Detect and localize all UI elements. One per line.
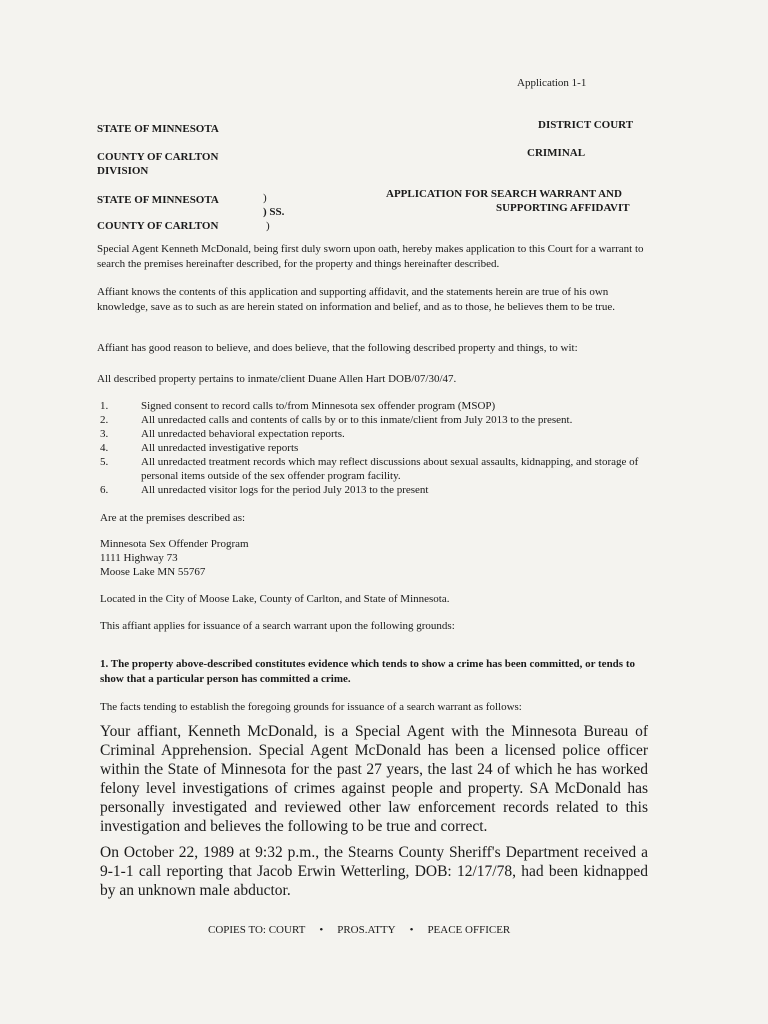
footer-pros-atty: PROS.ATTY xyxy=(337,924,396,936)
application-title-line2: SUPPORTING AFFIDAVIT xyxy=(496,202,630,214)
grounds-paragraph: This affiant applies for issuance of a search warrant upon the following grounds: xyxy=(100,620,455,632)
caption-state: STATE OF MINNESOTA xyxy=(97,194,219,206)
ground-one-paragraph: 1. The property above-described constitutes evidence which tends to show a crime has been committed, or tends to show that a particular person has committed a crime. xyxy=(100,658,635,685)
list-item-text: All unredacted treatment records which may reflect discussions about sexual assaults, kidnapping, and storage of personal items outside of the sex offender program facility. xyxy=(141,456,639,482)
list-item-number: 5. xyxy=(100,456,109,468)
list-item xyxy=(100,413,660,427)
list-item xyxy=(100,427,660,441)
list-item-number: 4. xyxy=(100,442,109,454)
list-item-text: All unredacted investigative reports xyxy=(141,442,299,454)
criminal-heading: CRIMINAL xyxy=(527,147,586,159)
list-item-text: All unredacted behavioral expectation reports. xyxy=(141,428,345,440)
list-item xyxy=(100,455,660,483)
address-line3: Moose Lake MN 55767 xyxy=(100,566,206,578)
october-paragraph: On October 22, 1989 at 9:32 p.m., the Stearns County Sheriff's Department received a 9-1-1 call reporting that Jacob Erwin Wetterling, DOB: 12/17/78, had been kidnapped by an unknown male abductor. xyxy=(100,844,648,899)
footer-copies xyxy=(208,923,510,938)
division-heading: DIVISION xyxy=(97,165,149,177)
address-line2: 1111 Highway 73 xyxy=(100,552,178,564)
pertains-paragraph: All described property pertains to inmate/client Duane Allen Hart DOB/07/30/47. xyxy=(97,373,457,385)
list-item xyxy=(100,441,660,455)
list-item-text: All unredacted visitor logs for the period July 2013 to the present xyxy=(141,484,429,496)
located-paragraph: Located in the City of Moose Lake, County of Carlton, and State of Minnesota. xyxy=(100,593,450,605)
belief-paragraph: Affiant has good reason to believe, and does believe, that the following described property and things, to wit: xyxy=(97,342,578,354)
address-line1: Minnesota Sex Offender Program xyxy=(100,538,249,550)
list-item-text: All unredacted calls and contents of calls by or to this inmate/client from July 2013 to the present. xyxy=(141,414,573,426)
list-item-number: 2. xyxy=(100,414,109,426)
caption-paren-bottom: ) xyxy=(266,220,270,232)
list-item-text: Signed consent to record calls to/from Minnesota sex offender program (MSOP) xyxy=(141,400,496,412)
facts-paragraph: The facts tending to establish the foregoing grounds for issuance of a search warrant as follows: xyxy=(100,701,522,713)
court-heading: DISTRICT COURT xyxy=(538,119,634,131)
caption-county: COUNTY OF CARLTON xyxy=(97,220,219,232)
intro-paragraph: Special Agent Kenneth McDonald, being first duly sworn upon oath, hereby makes application to this Court for a warrant to search the premises hereinafter described, for the property and things hereinafter described. xyxy=(97,243,644,270)
footer-bullet: • xyxy=(319,924,324,936)
list-item-number: 6. xyxy=(100,484,109,496)
list-item xyxy=(100,399,660,413)
county-heading: COUNTY OF CARLTON xyxy=(97,151,219,163)
footer-bullet: • xyxy=(409,924,414,936)
affiant-paragraph: Your affiant, Kenneth McDonald, is a Special Agent with the Minnesota Bureau of Criminal Apprehension. Special Agent McDonald has been a licensed police officer within the State of Minnesota for the past 27 years, the last 24 of which he has worked felony level investigations of crimes against people and property. SA McDonald has personally investigated and reviewed other law enforcement records related to this investigation and believes the following to be true and correct. xyxy=(100,723,648,835)
caption-ss: ) SS. xyxy=(263,206,285,218)
list-item xyxy=(100,483,660,497)
application-title-line1: APPLICATION FOR SEARCH WARRANT AND xyxy=(386,188,622,200)
premises-label: Are at the premises described as: xyxy=(100,512,246,524)
list-item-number: 1. xyxy=(100,400,109,412)
footer-copies-court: COPIES TO: COURT xyxy=(208,924,306,936)
knowledge-paragraph: Affiant knows the contents of this application and supporting affidavit, and the statements herein are true of his own knowledge, save as to such as are herein stated on information and belief, and as to those, he believes them to be true. xyxy=(97,286,616,313)
state-heading: STATE OF MINNESOTA xyxy=(97,123,219,135)
application-label: Application 1-1 xyxy=(517,77,587,89)
footer-peace-officer: PEACE OFFICER xyxy=(427,924,511,936)
list-item-number: 3. xyxy=(100,428,109,440)
caption-paren-top: ) xyxy=(263,192,267,204)
